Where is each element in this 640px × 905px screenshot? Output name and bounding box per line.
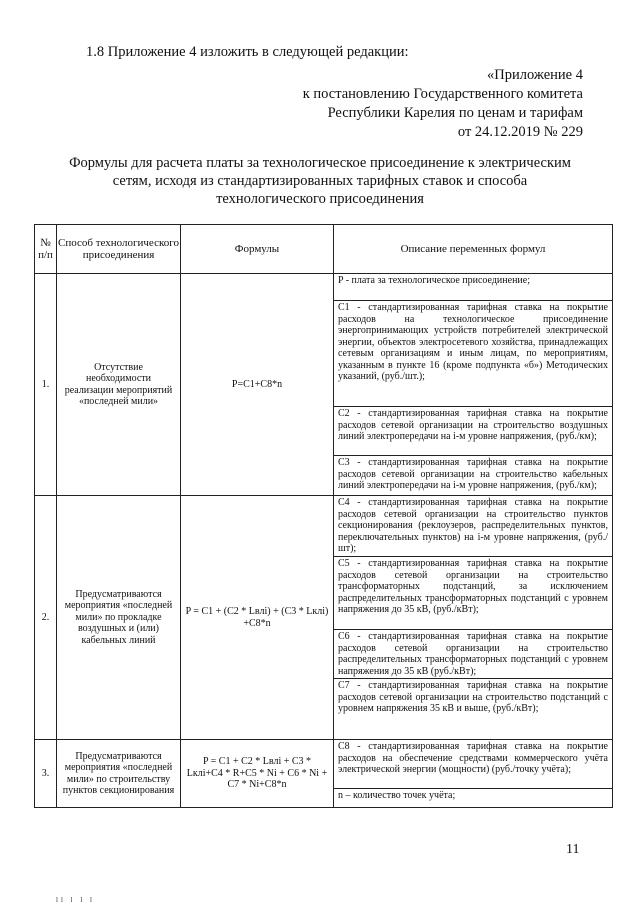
variable-description: C8 - стандартизированная тарифная ставка на покрытие расходов на обеспечение средствами коммерческого учёта электрической энергии (мощности) (руб./точку учёта); <box>334 740 612 789</box>
variable-description: C1 - стандартизированная тарифная ставка на покрытие расходов на технологическое присоединение энергопринимающих устройств потребителей электрической энергии, объектов электросетевого хозяйства, принадлежащих сетевым организациям и иным лицам, по мероприятиям, указанным в пункте 16 (кроме подпункта «б») Методических указаний, (руб./шт.); <box>334 301 612 407</box>
row-formula: P = C1 + C2 * Lвлi + C3 * Lклi+C4 * R+C5 * Ni + C6 * Ni + C7 * Ni+C8*n <box>181 740 334 808</box>
row-number: 1. <box>35 274 57 496</box>
variable-description: C7 - стандартизированная тарифная ставка на покрытие расходов сетевой организации на строительство подстанций с уровнем напряжения 35 кВ и выше, (руб./кВт); <box>338 680 608 714</box>
row-description <box>334 740 613 808</box>
table-row <box>35 496 613 740</box>
variable-description: P - плата за технологическое присоединение; <box>334 274 612 301</box>
row-number: 2. <box>35 496 57 740</box>
header-formula: Формулы <box>181 225 334 274</box>
row-formula: P=C1+C8*n <box>181 274 334 496</box>
variable-description: C4 - стандартизированная тарифная ставка на покрытие расходов сетевой организации на строительство пунктов секционирования (реклоузеров, распределительных пунктов, переключательных пунктов) на i-м уровне напряжения, (руб./шт); <box>334 496 612 557</box>
scan-marks: ll l l l <box>56 896 95 904</box>
appendix-line: к постановлению Государственного комитета <box>302 86 583 102</box>
row-number: 3. <box>35 740 57 808</box>
row-formula: P = C1 + (C2 * Lвлi) + (C3 * Lклi) +C8*n <box>181 496 334 740</box>
table-row <box>35 740 613 808</box>
row-description <box>334 274 613 496</box>
appendix-line: от 24.12.2019 № 229 <box>457 124 583 140</box>
row-description <box>334 496 613 740</box>
title-line: Формулы для расчета платы за технологическое присоединение к электрическим <box>69 155 571 171</box>
document-title <box>40 154 600 208</box>
table-header-row <box>35 225 613 274</box>
title-line: технологического присоединения <box>216 191 424 207</box>
appendix-line: «Приложение 4 <box>487 67 583 83</box>
row-method: Отсутствие необходимости реализации мероприятий «последней мили» <box>57 274 181 496</box>
formulas-table <box>34 224 613 808</box>
page-number: 11 <box>566 842 580 857</box>
variable-description: n – количество точек учёта; <box>338 790 456 801</box>
title-line: сетям, исходя из стандартизированных тарифных ставок и способа <box>112 173 528 189</box>
appendix-line: Республики Карелия по ценам и тарифам <box>327 105 583 121</box>
variable-description: C3 - стандартизированная тарифная ставка на покрытие расходов сетевой организации на строительство кабельных линий электропередачи на i-м уровне напряжения, (руб./км); <box>338 457 608 491</box>
table-row <box>35 274 613 496</box>
header-number: № п/п <box>35 225 57 274</box>
variable-description: C5 - стандартизированная тарифная ставка на покрытие расходов сетевой организации на строительство трансформаторных подстанций, за исключением распределительных трансформаторных подстанций с уровнем напряжения до 35 кВ, (руб./кВт); <box>334 557 612 630</box>
appendix-reference <box>303 66 583 142</box>
row-method: Предусматриваются мероприятия «последней мили» по строительству пунктов секционирования <box>57 740 181 808</box>
row-method: Предусматриваются мероприятия «последней мили» по прокладке воздушных и (или) кабельных линий <box>57 496 181 740</box>
amendment-intro: 1.8 Приложение 4 изложить в следующей редакции: <box>86 44 409 60</box>
header-method: Способ технологического присоединения <box>57 225 181 274</box>
header-description: Описание переменных формул <box>334 225 613 274</box>
variable-description: C2 - стандартизированная тарифная ставка на покрытие расходов сетевой организации на строительство воздушных линий электропередачи на i-м уровне напряжения, (руб./км); <box>334 407 612 456</box>
variable-description: C6 - стандартизированная тарифная ставка на покрытие расходов сетевой организации на строительство распределительных трансформаторных подстанций с уровнем напряжения до 35 кВ (руб./кВт); <box>334 630 612 679</box>
